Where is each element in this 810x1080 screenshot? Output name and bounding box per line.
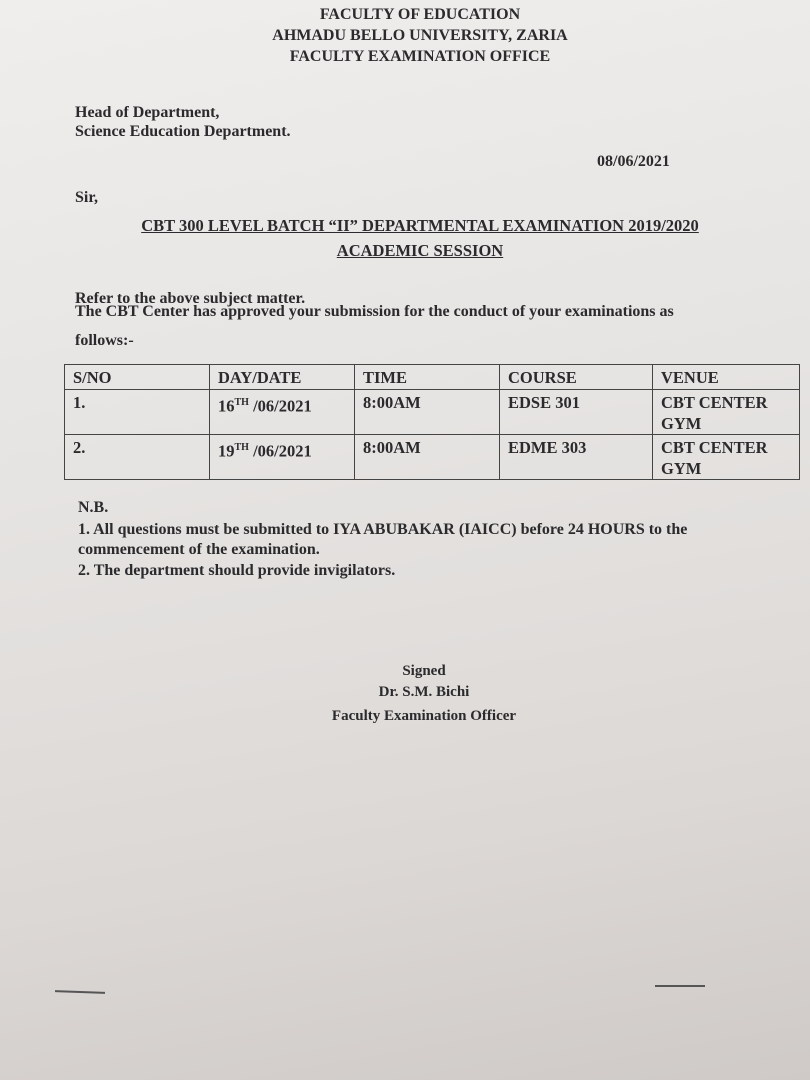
header-venue: VENUE [653, 365, 800, 390]
signatory-name: Dr. S.M. Bichi [378, 684, 470, 700]
table-row [65, 435, 800, 480]
page-mark-left [55, 990, 105, 994]
body-line2: The CBT Center has approved your submission for the conduct of your examinations as [75, 303, 674, 320]
note-2: 2. The department should provide invigilators. [78, 562, 396, 579]
subject-line1: CBT 300 LEVEL BATCH “II” DEPARTMENTAL EXAMINATION 2019/2020 [141, 216, 699, 235]
cell-date [210, 435, 355, 480]
note-1b: commencement of the examination. [78, 541, 320, 558]
header-office: FACULTY EXAMINATION OFFICE [289, 48, 551, 65]
table-header-row [65, 365, 800, 390]
letter-date: 08/06/2021 [597, 153, 670, 170]
recipient-line1: Head of Department, [75, 104, 220, 121]
cell-venue [653, 390, 800, 435]
month-year: /06/2021 [253, 396, 312, 416]
header-course: COURSE [500, 365, 653, 390]
cell-sno: 2. [65, 435, 210, 480]
subject-line2: ACADEMIC SESSION [336, 241, 504, 260]
salutation: Sir, [75, 189, 98, 206]
header-date: DAY/DATE [210, 365, 355, 390]
header-time: TIME [355, 365, 500, 390]
venue-line2: GYM [661, 459, 702, 478]
signatory-title: Faculty Examination Officer [331, 708, 517, 724]
day-suffix: TH [234, 397, 249, 408]
page-mark-right [655, 985, 705, 987]
cell-time: 8:00AM [355, 390, 500, 435]
cell-time: 8:00AM [355, 435, 500, 480]
cell-date [210, 390, 355, 435]
header-sno: S/NO [65, 365, 210, 390]
day-suffix: TH [234, 442, 249, 453]
notes-title: N.B. [78, 499, 109, 516]
cell-course: EDSE 301 [500, 390, 653, 435]
table-row [65, 390, 800, 435]
venue-line2: GYM [661, 414, 702, 433]
header-university: AHMADU BELLO UNIVERSITY, ZARIA [272, 27, 568, 44]
cell-venue [653, 435, 800, 480]
venue-line1: CBT CENTER [661, 393, 768, 412]
day: 19 [218, 441, 235, 461]
body-line3: follows:- [75, 332, 134, 349]
recipient-line2: Science Education Department. [75, 123, 291, 140]
venue-line1: CBT CENTER [661, 438, 768, 457]
cell-course: EDME 303 [500, 435, 653, 480]
cell-sno: 1. [65, 390, 210, 435]
header-faculty: FACULTY OF EDUCATION [319, 6, 521, 23]
signed-label: Signed [402, 663, 446, 679]
exam-schedule-table [64, 364, 800, 480]
day: 16 [218, 396, 235, 416]
body-line1: Refer to the above subject matter. [75, 290, 306, 307]
note-1a: 1. All questions must be submitted to IYA ABUBAKAR (IAICC) before 24 HOURS to the [78, 521, 688, 538]
month-year: /06/2021 [253, 441, 312, 461]
